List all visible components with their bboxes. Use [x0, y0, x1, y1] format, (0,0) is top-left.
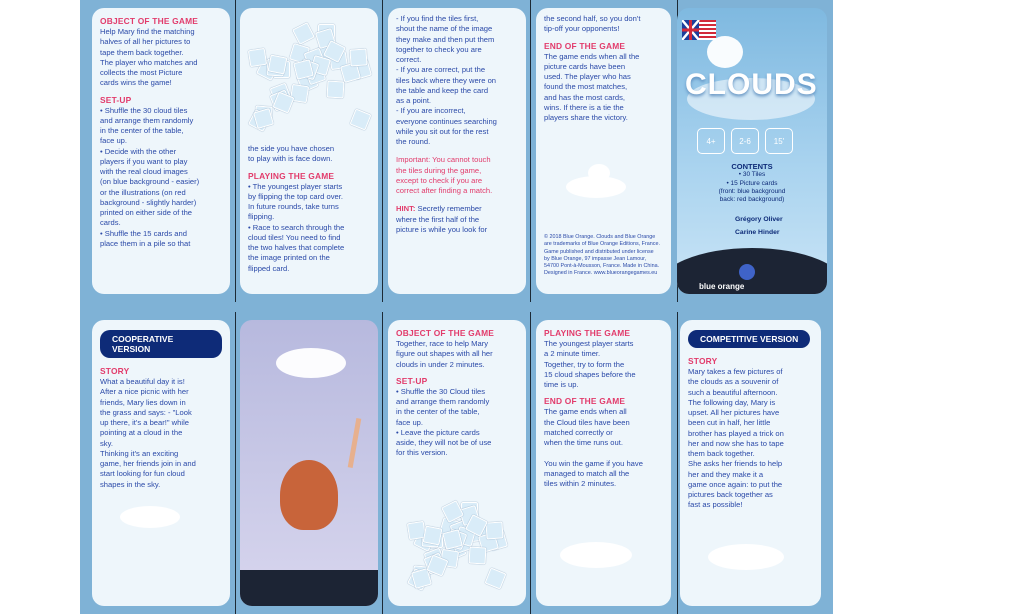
object-text: Help Mary find the matching halves of all her pictures to tape them back together. The player who matches and collects the most Picture cards wins the game! [100, 27, 198, 88]
grass-illustration [240, 570, 378, 606]
panel-girl-illustration [240, 320, 378, 606]
time-icon: 15' [765, 128, 793, 154]
cloud-tiles-illustration [246, 16, 371, 134]
panel-competitive-story [680, 320, 821, 606]
heading-story: STORY [100, 366, 130, 376]
fold-line [677, 312, 678, 614]
cloud-tiles-illustration [406, 496, 506, 592]
setup-text: • Shuffle the 30 Cloud tiles and arrange them randomly in the center of the table, face up. • Leave the picture cards aside, they will not be of use for this version. [396, 386, 492, 458]
contents-block [682, 162, 822, 204]
cloud-tile [484, 567, 506, 589]
object-text: Together, race to help Mary figure out shapes with all her clouds in under 2 minutes. [396, 339, 493, 369]
cloud-illustration [560, 542, 632, 568]
cloud-tile [349, 48, 367, 66]
hint-block [396, 204, 518, 235]
playing-text: • The youngest player starts by flipping the top card over. In future rounds, take turns flipping. • Race to search through the cloud tiles! You need to find the two halves that complete the image printed on the flipped card. [248, 181, 345, 273]
tip-off-text: the second half, so you don't tip-off your opponents! [544, 14, 641, 34]
info-icons [697, 128, 793, 154]
match-rules-text: - If you find the tiles first, shout the name of the image they make and then put them together to check you are correct. - If you are correct, put the tiles back where they were on the table and keep the card as a point. - If you are incorrect, everyone continues searching while you sit out for the rest the round. [396, 14, 497, 146]
cloud-tile [248, 48, 267, 67]
rabbit-cloud-illustration [588, 164, 610, 182]
panel-cooperative-story [92, 320, 230, 606]
legal-text: © 2018 Blue Orange. Clouds and Blue Orange are trademarks of Blue Orange Editions, France. Game published and distributed under license by Blue Orange, 97 impasse Jean Lamour, 54700 Pont-à-Mousson, France. Made in China. Designed in France. www.blueorangegames.eu [544, 234, 660, 277]
girl-hair-illustration [280, 460, 338, 530]
brand-name: blue orange [699, 282, 745, 291]
fold-line [382, 312, 383, 614]
pointing-arm-illustration [348, 418, 362, 468]
panel-rules [388, 8, 526, 294]
flag-icon [682, 20, 716, 40]
players-icon: 2-6 [731, 128, 759, 154]
fold-line [235, 312, 236, 614]
competitive-version-label: COMPETITIVE VERSION [688, 330, 810, 348]
cloud-illustration [708, 544, 784, 570]
blue-orange-logo-icon [739, 264, 755, 280]
end-text: The game ends when all the picture cards have been used. The player who has found the most matches, and has the most cards, wins. If there is a tie the players share the victory. [544, 51, 640, 122]
setup-text: • Shuffle the 30 cloud tiles and arrange them randomly in the center of the table, face up. • Decide with the other players if you want to play with the real cloud images (on blue background - easier) or the illustrations (on red background - slightly harder) printed on either side of the cards. • Shuffle the 15 cards and place them in a pile so that [100, 105, 200, 248]
playing-text: The youngest player starts a 2 minute timer. Together, try to form the 15 cloud shapes before the time is up. [544, 339, 636, 389]
cloud-tile [292, 22, 315, 45]
panel-object-setup [92, 8, 230, 294]
hint-label: HINT: [396, 204, 416, 214]
heading-setup: SET-UP [100, 94, 132, 105]
heading-story: STORY [688, 356, 718, 366]
fold-line [235, 0, 236, 302]
heading-playing: PLAYING THE GAME [544, 328, 631, 338]
contents-list: • 30 Tiles • 15 Picture cards (front: blue background back: red background) [718, 171, 786, 203]
heading-playing: PLAYING THE GAME [248, 170, 335, 181]
story-text: What a beautiful day it is! After a nice picnic with her friends, Mary lies down in the grass and says: - "Look up there, it's a bear!" while pointing at a cloud in the sky. Thinking it's an exciting game, her friends join in and start looking for fun cloud shapes in the sky. [100, 377, 196, 489]
fold-line [530, 312, 531, 614]
cloud-tile [349, 108, 371, 130]
panel-cooperative-object [388, 320, 526, 606]
heading-setup: SET-UP [396, 375, 428, 386]
story-text: Mary takes a few pictures of the clouds as a souvenir of such a beautiful afternoon. The following day, Mary is upset. All her pictures have been cut in half, her little brother has played a trick on her and now she has to tape them back together. She asks her friends to help her and they make it a game once again: to put the pictures back together as fast as possible! [688, 367, 784, 510]
cover-panel [677, 8, 827, 294]
panel-end [536, 8, 671, 294]
cloud-tile [485, 521, 503, 539]
hint-text: Secretly remember where the first half of the picture is while you look for [396, 204, 488, 234]
illustrator-name: Carine Hinder [735, 229, 780, 236]
author-name: Grégory Oliver [735, 216, 783, 223]
heading-end: END OF THE GAME [544, 396, 626, 407]
heading-object: OBJECT OF THE GAME [100, 16, 199, 26]
rules-sheet [80, 0, 833, 614]
bear-cloud-illustration [707, 36, 743, 68]
cloud-tile [423, 526, 443, 546]
cloud-tile [268, 55, 288, 75]
panel-cooperative-playing [536, 320, 671, 606]
cloud-tile [327, 81, 345, 99]
heading-object: OBJECT OF THE GAME [396, 328, 495, 338]
top-strip [80, 0, 833, 302]
important-text: Important: You cannot touch the tiles during the game, except to check if you are correct after finding a match. [396, 155, 493, 195]
contents-title: CONTENTS [731, 162, 773, 171]
cooperative-version-label: COOPERATIVE VERSION [100, 330, 222, 358]
game-logo: CLOUDS [685, 68, 818, 101]
bear-cloud-illustration [276, 348, 346, 378]
fold-line [382, 0, 383, 302]
age-icon: 4+ [697, 128, 725, 154]
bottom-strip [80, 312, 833, 614]
cloud-illustration [120, 506, 180, 528]
panel-playing [240, 8, 378, 294]
face-down-text: the side you have chosen to play with is face down. [248, 144, 335, 164]
end-text: The game ends when all the Cloud tiles have been matched correctly or when the time runs out. You win the game if you have managed to match all the tiles within 2 minutes. [544, 407, 643, 488]
cloud-tile [469, 547, 487, 565]
fold-line [530, 0, 531, 302]
heading-end: END OF THE GAME [544, 40, 626, 51]
